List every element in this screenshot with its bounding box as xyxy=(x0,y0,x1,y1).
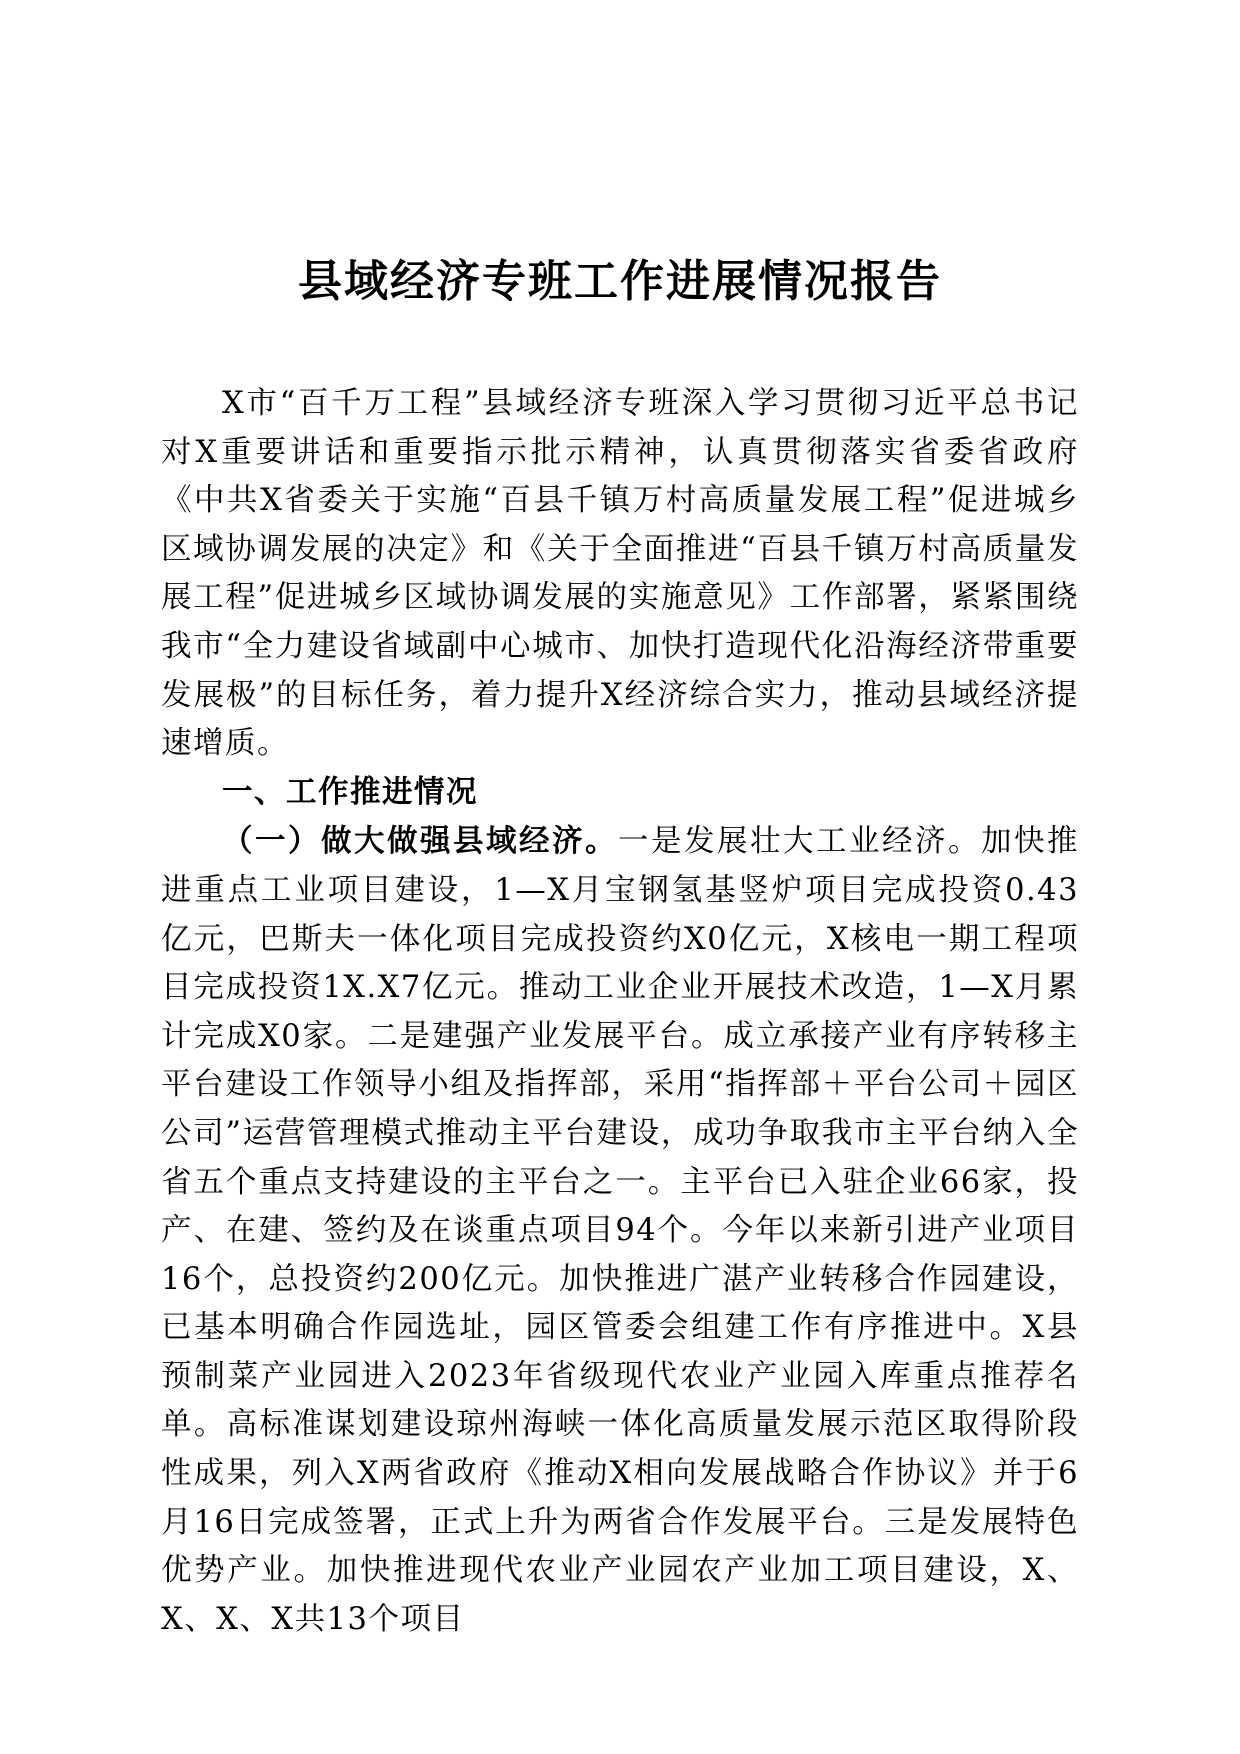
subsection-body-text: 一是发展壮大工业经济。加快推进重点工业项目建设，1—X月宝钢氢基竖炉项目完成投资0.43亿元，巴斯夫一体化项目完成投资约X0亿元，X核电一期工程项目完成投资1X.X7亿元。推动工业企业开展技术改造，1—X月累计完成X0家。二是建强产业发展平台。成立承接产业有序转移主平台建设工作领导小组及指挥部，采用“指挥部＋平台公司＋园区公司”运营管理模式推动主平台建设，成功争取我市主平台纳入全省五个重点支持建设的主平台之一。主平台已入驻企业66家，投产、在建、签约及在谈重点项目94个。今年以来新引进产业项目16个，总投资约200亿元。加快推进广湛产业转移合作园建设，已基本明确合作园选址，园区管委会组建工作有序推进中。X县预制菜产业园进入2023年省级现代农业产业园入库重点推荐名单。高标准谋划建设琼州海峡一体化高质量发展示范区取得阶段性成果，列入X两省政府《推动X相向发展战略合作协议》并于6月16日完成签署，正式上升为两省合作发展平台。三是发展特色优势产业。加快推进现代农业产业园农产业加工项目建设，X、X、X、X共13个项目 xyxy=(161,824,1079,1637)
intro-paragraph: X市“百千万工程”县域经济专班深入学习贯彻习近平总书记对X重要讲话和重要指示批示精神，认真贯彻落实省委省政府《中共X省委关于实施“百县千镇万村高质量发展工程”促进城乡区域协调发展的决定》和《关于全面推进“百县千镇万村高质量发展工程”促进城乡区域协调发展的实施意见》工作部署，紧紧围绕我市“全力建设省域副中心城市、加快打造现代化沿海经济带重要发展极”的目标任务，着力提升X经济综合实力，推动县域经济提速增质。 xyxy=(161,386,1079,762)
document-title: 县域经济专班工作进展情况报告 xyxy=(298,256,942,307)
subsection-paragraph xyxy=(161,817,1079,1644)
document-body xyxy=(161,380,1079,1644)
subsection-heading-county-economy: （一）做大做强县域经济。 xyxy=(222,823,618,860)
section-heading-work-progress: 一、工作推进情况 xyxy=(222,774,478,810)
